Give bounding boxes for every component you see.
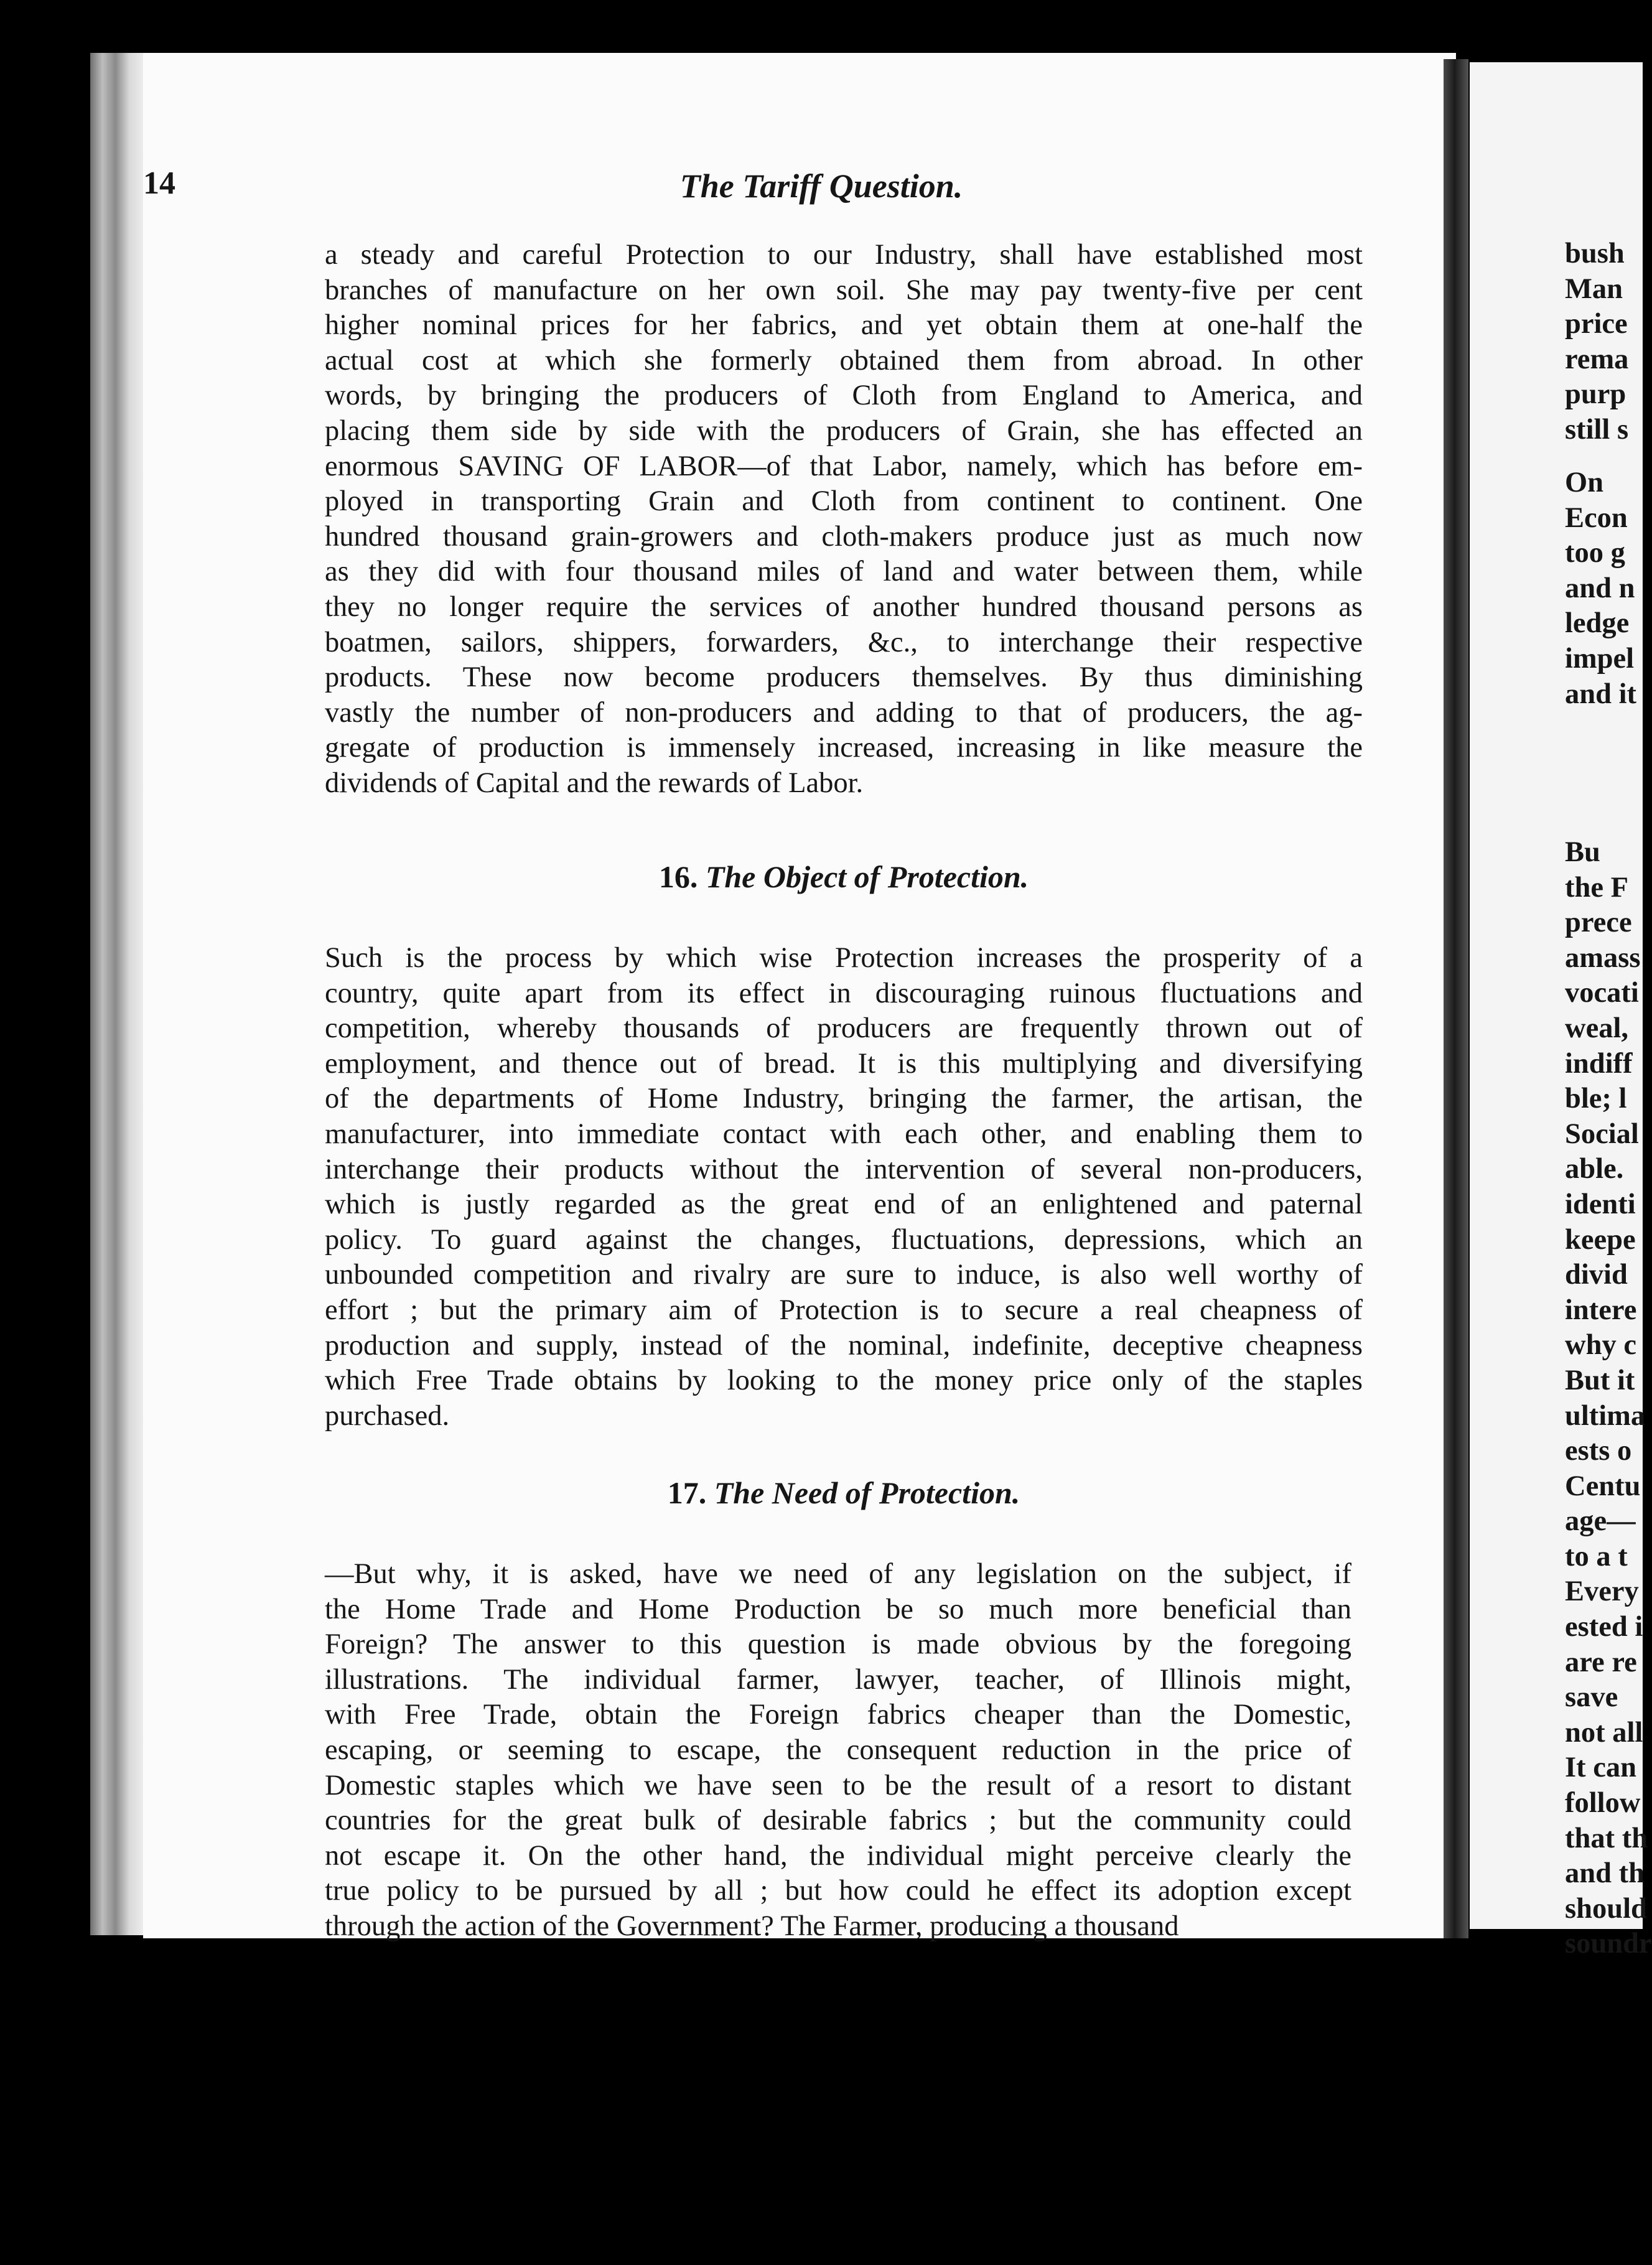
right-page-fragment: keepe [1565, 1223, 1636, 1256]
text-line: enormous SAVING OF LABOR—of that Labor, namely, which has before em- [325, 450, 1363, 482]
text-line: country, quite apart from its effect in discouraging ruinous fluctuations and [325, 977, 1363, 1009]
right-page-fragment: ledge [1565, 607, 1630, 640]
right-page-fragment: save [1565, 1681, 1618, 1714]
text-line: gregate of production is immensely increased, increasing in like measure the [325, 732, 1363, 764]
right-page-fragment: not all [1565, 1716, 1643, 1749]
right-page-fragment: impel [1565, 642, 1635, 675]
text-line: higher nominal prices for her fabrics, and yet obtain them at one-half the [325, 309, 1363, 342]
right-page-fragment: weal, [1565, 1012, 1629, 1044]
right-page-fragment: prece [1565, 907, 1632, 939]
right-page-fragment: divid [1565, 1259, 1628, 1291]
right-page-fragment: ultima [1565, 1399, 1646, 1432]
text-line: Foreign? The answer to this question is made obvious by the foregoing [325, 1628, 1351, 1661]
text-line: words, by bringing the producers of Cloth from England to America, and [325, 380, 1363, 412]
right-page-fragment: why c [1565, 1329, 1636, 1361]
text-line: countries for the great bulk of desirable fabrics ; but the community could [325, 1805, 1351, 1837]
right-page-fragment: bush [1565, 238, 1625, 269]
right-page-fragment: and th [1565, 1857, 1645, 1890]
right-page-fragment: still s [1565, 413, 1629, 446]
right-page-fragment: Econ [1565, 502, 1628, 534]
text-line: the Home Trade and Home Production be so much more beneficial than [325, 1593, 1351, 1625]
right-page-fragment: able. [1565, 1153, 1624, 1185]
right-page-fragment: rema [1565, 343, 1629, 375]
right-page-fragment: are re [1565, 1646, 1637, 1678]
text-line: escaping, or seeming to escape, the consequent reduction in the price of [325, 1734, 1351, 1766]
text-line: actual cost at which she formerly obtained them from abroad. In other [325, 344, 1363, 376]
right-page-fragment: that th [1565, 1822, 1648, 1854]
right-page-block-1 [1565, 236, 1628, 448]
text-line: Such is the process by which wise Protection increases the prosperity of a [325, 942, 1363, 974]
right-page-fragment: and n [1565, 572, 1635, 604]
right-page-fragment: ests o [1565, 1435, 1632, 1467]
book-spine-left [90, 53, 146, 1935]
paragraph-2 [325, 941, 1363, 1434]
text-line: production and supply, instead of the nominal, indefinite, deceptive cheapness [325, 1329, 1363, 1361]
right-page-fragment: amass [1565, 941, 1641, 974]
text-line: not escape it. On the other hand, the individual might perceive clearly the [325, 1839, 1351, 1872]
text-line: of the departments of Home Industry, bringing the farmer, the artisan, the [325, 1083, 1363, 1115]
right-page-fragment: ble; l [1565, 1083, 1627, 1115]
text-line: Domestic staples which we have seen to be the result of a resort to distant [325, 1769, 1351, 1801]
right-page-fragment: intere [1565, 1294, 1637, 1326]
text-line: ployed in transporting Grain and Cloth from continent to continent. One [325, 485, 1363, 518]
book-gutter [1444, 59, 1468, 1938]
running-title: The Tariff Question. [679, 167, 963, 205]
text-line: products. These now become producers themselves. By thus diminishing [325, 661, 1363, 694]
right-page-fragment: Man [1565, 273, 1623, 305]
right-page-fragment: too g [1565, 537, 1625, 569]
right-page-fragment: follow [1565, 1787, 1641, 1819]
right-page-fragment: Social [1565, 1118, 1639, 1150]
section-16-heading [325, 859, 1363, 895]
right-page-fragment: Bu [1565, 836, 1600, 868]
paragraph-1 [325, 238, 1363, 801]
right-page-fragment: should [1565, 1892, 1647, 1925]
text-line: with Free Trade, obtain the Foreign fabrics cheaper than the Domestic, [325, 1699, 1351, 1731]
text-line: placing them side by side with the producers of Grain, she has effected an [325, 414, 1363, 447]
text-line: interchange their products without the intervention of several non-producers, [325, 1153, 1363, 1185]
right-page-fragment: identi [1565, 1188, 1636, 1220]
section-17-heading [325, 1475, 1363, 1511]
text-line: as they did with four thousand miles of land and water between them, while [325, 556, 1363, 588]
text-line: true policy to be pursued by all ; but how could he effect its adoption except [325, 1875, 1351, 1907]
right-page-fragment: Every [1565, 1576, 1639, 1608]
text-line: which is justly regarded as the great end of an enlightened and paternal [325, 1189, 1363, 1221]
section-17-number: 17. [667, 1475, 707, 1510]
page-number: 14 [143, 166, 175, 201]
right-page-fragment: soundr [1565, 1928, 1652, 1960]
text-line: they no longer require the services of another hundred thousand persons as [325, 591, 1363, 623]
right-page-fragment: purp [1565, 378, 1626, 411]
right-page-fragment: the F [1565, 871, 1629, 904]
right-page-block-2 [1565, 465, 1636, 712]
right-page-block-3 [1565, 835, 1652, 1962]
right-page-fragment: age— [1565, 1505, 1636, 1538]
text-line: competition, whereby thousands of producers are frequently thrown out of [325, 1012, 1363, 1045]
text-line: employment, and thence out of bread. It is this multiplying and diversifying [325, 1047, 1363, 1080]
right-page-fragment: It can [1565, 1752, 1636, 1784]
text-line: vastly the number of non-producers and adding to that of producers, the ag- [325, 696, 1363, 729]
right-page-fragment: to a t [1565, 1540, 1628, 1572]
right-page-fragment: But it [1565, 1364, 1635, 1396]
section-16-title: The Object of Protection. [705, 859, 1029, 894]
right-page-fragment: indiff [1565, 1047, 1633, 1080]
text-line: —But why, it is asked, have we need of any legislation on the subject, if [325, 1558, 1351, 1590]
text-line: branches of manufacture on her own soil. She may pay twenty-five per cent [325, 274, 1363, 306]
right-page-fragment: Centu [1565, 1470, 1641, 1502]
right-page-fragment: On [1565, 467, 1604, 498]
section-17-title: The Need of Protection. [714, 1475, 1020, 1510]
text-line: manufacturer, into immediate contact with each other, and enabling them to [325, 1118, 1363, 1150]
right-page-fragment: and it [1565, 678, 1637, 710]
section-16-number: 16. [658, 859, 698, 894]
text-line: unbounded competition and rivalry are sure to induce, is also well worthy of [325, 1259, 1363, 1291]
right-page-fragment: vocati [1565, 977, 1639, 1009]
text-line: a steady and careful Protection to our Industry, shall have established most [325, 239, 1363, 271]
paragraph-3 [325, 1557, 1351, 1945]
text-line: boatmen, sailors, shippers, forwarders, &c., to interchange their respective [325, 626, 1363, 658]
text-line: effort ; but the primary aim of Protection is to secure a real cheapness of [325, 1294, 1363, 1326]
text-line: through the action of the Government? The Farmer, producing a thousand [325, 1910, 1179, 1942]
right-page-fragment: price [1565, 308, 1628, 340]
right-page-fragment: ested i [1565, 1611, 1643, 1643]
text-line: purchased. [325, 1399, 450, 1432]
text-line: illustrations. The individual farmer, lawyer, teacher, of Illinois might, [325, 1663, 1351, 1696]
text-line: which Free Trade obtains by looking to the money price only of the staples [325, 1365, 1363, 1397]
text-line: policy. To guard against the changes, fluctuations, depressions, which an [325, 1223, 1363, 1256]
text-line: hundred thousand grain-growers and cloth-makers produce just as much now [325, 520, 1363, 553]
text-line: dividends of Capital and the rewards of Labor. [325, 767, 864, 799]
